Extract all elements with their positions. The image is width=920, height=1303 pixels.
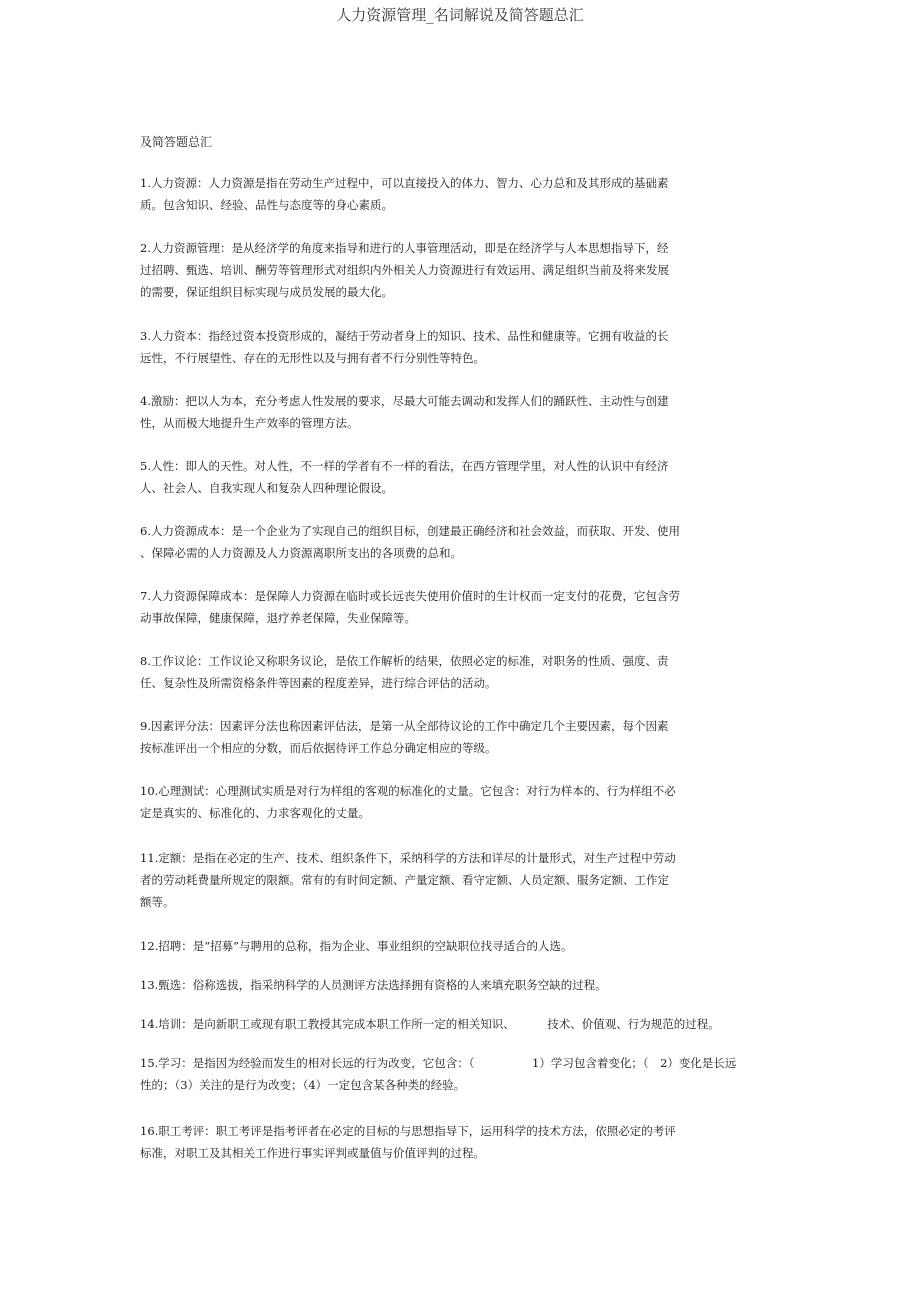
- entry-line: 的需要，保证组织目标实现与成员发展的最大化。: [140, 285, 393, 299]
- entry-line: 8.工作议论：工作议论又称职务议论，是依工作解析的结果，依照必定的标准，对职务的性质、强度、责: [140, 654, 669, 668]
- entry-9: [140, 715, 668, 759]
- entry-4: [140, 390, 668, 434]
- entry-10: [140, 780, 676, 824]
- entry-12: [140, 935, 573, 957]
- entry-line: 7.人力资源保障成本：是保障人力资源在临时或长远丧失使用价值时的生计权而一定支付的花费，它包含劳: [140, 589, 680, 603]
- entry-line: 12.招聘：是“招募”与聘用的总称，指为企业、事业组织的空缺职位找寻适合的人选。: [140, 939, 573, 953]
- entry-1: [140, 172, 668, 216]
- entry-14: [140, 1013, 720, 1035]
- entry-line: 4.激励：把以人为本，充分考虑人性发展的要求，尽最大可能去调动和发挥人们的踊跃性、主动性与创建: [140, 394, 669, 408]
- entry-line: 任、复杂性及所需资格条件等因素的程度差异，进行综合评估的活动。: [140, 676, 497, 690]
- entry-8: [140, 650, 668, 694]
- document-header-title: 人力资源管理_名词解说及简答题总汇: [336, 6, 584, 24]
- entry-6: [140, 520, 680, 564]
- entry-line: 16.职工考评：职工考评是指考评者在必定的目标的与思想指导下，运用科学的技术方法，依照必定的考评: [140, 1124, 676, 1138]
- entry-line: 14.培训：是向新职工或现有职工教授其完成本职工作所一定的相关知识、 技术、价值观、行为规范的过程。: [140, 1017, 720, 1031]
- entry-line: 13.甄选：俗称选拔，指采纳科学的人员测评方法选择拥有资格的人来填充职务空缺的过程。: [140, 978, 607, 992]
- entry-3: [140, 325, 668, 369]
- entry-11: [140, 847, 676, 913]
- entry-line: 11.定额：是指在必定的生产、技术、组织条件下，采纳科学的方法和详尽的计量形式，对生产过程中劳动: [140, 851, 676, 865]
- entry-line: 者的劳动耗费量所规定的限额。常有的有时间定额、产量定额、看守定额、人员定额、服务定额、工作定: [140, 873, 669, 887]
- entry-line: 标准，对职工及其相关工作进行事实评判或量值与价值评判的过程。: [140, 1146, 485, 1160]
- entry-7: [140, 585, 680, 629]
- entry-line: 5.人性：即人的天性。对人性，不一样的学者有不一样的看法，在西方管理学里，对人性的认识中有经济: [140, 459, 669, 473]
- entry-line: 6.人力资源成本：是一个企业为了实现自己的组织目标，创建最正确经济和社会效益，而获取、开发、使用: [140, 524, 680, 538]
- entry-line: 质。包含知识、经验、品性与态度等的身心素质。: [140, 198, 393, 212]
- entry-line: 1.人力资源：人力资源是指在劳动生产过程中，可以直接投入的体力、智力、心力总和及其形成的基础素: [140, 176, 669, 190]
- entry-line: 动事故保障，健康保障，退疗养老保障，失业保障等。: [140, 611, 416, 625]
- entry-line: 按标准评出一个相应的分数，而后依据待评工作总分确定相应的等级。: [140, 741, 497, 755]
- entry-line: 额等。: [140, 895, 175, 909]
- entry-line: 15.学习：是指因为经验而发生的相对长远的行为改变，它包含：（ 1）学习包含着变化；（ 2）变化是长远: [140, 1056, 737, 1070]
- entry-5: [140, 455, 668, 499]
- entry-13: [140, 974, 607, 996]
- entry-line: 9.因素评分法：因素评分法也称因素评估法，是第一从全部待议论的工作中确定几个主要因素，每个因素: [140, 719, 669, 733]
- entry-line: 性的；（3）关注的是行为改变；（4）一定包含某各种类的经验。: [140, 1078, 466, 1092]
- entry-line: 2.人力资源管理：是从经济学的角度来指导和进行的人事管理活动，即是在经济学与人本思想指导下，经: [140, 241, 669, 255]
- entry-line: 人、社会人、自我实现人和复杂人四种理论假设。: [140, 481, 393, 495]
- entry-line: 3.人力资本：指经过资本投资形成的，凝结于劳动者身上的知识、技术、品性和健康等。它拥有收益的长: [140, 329, 669, 343]
- document-subtitle: 及简答题总汇: [140, 135, 213, 149]
- entry-2: [140, 237, 669, 303]
- entry-line: 定是真实的、标准化的、力求客观化的丈量。: [140, 806, 370, 820]
- entry-line: 远性，不行展望性、存在的无形性以及与拥有者不行分别性等特色。: [140, 351, 485, 365]
- entry-line: 10.心理测试：心理测试实质是对行为样组的客观的标准化的丈量。它包含：对行为样本的、行为样组不必: [140, 784, 676, 798]
- entry-line: 、保障必需的人力资源及人力资源离职所支出的各项费的总和。: [140, 546, 462, 560]
- entry-line: 过招聘、甄选、培训、酬劳等管理形式对组织内外相关人力资源进行有效运用、满足组织当前及将来发展: [140, 263, 669, 277]
- entry-16: [140, 1120, 676, 1164]
- entry-line: 性，从而极大地提升生产效率的管理方法。: [140, 416, 359, 430]
- entry-15: [140, 1052, 736, 1096]
